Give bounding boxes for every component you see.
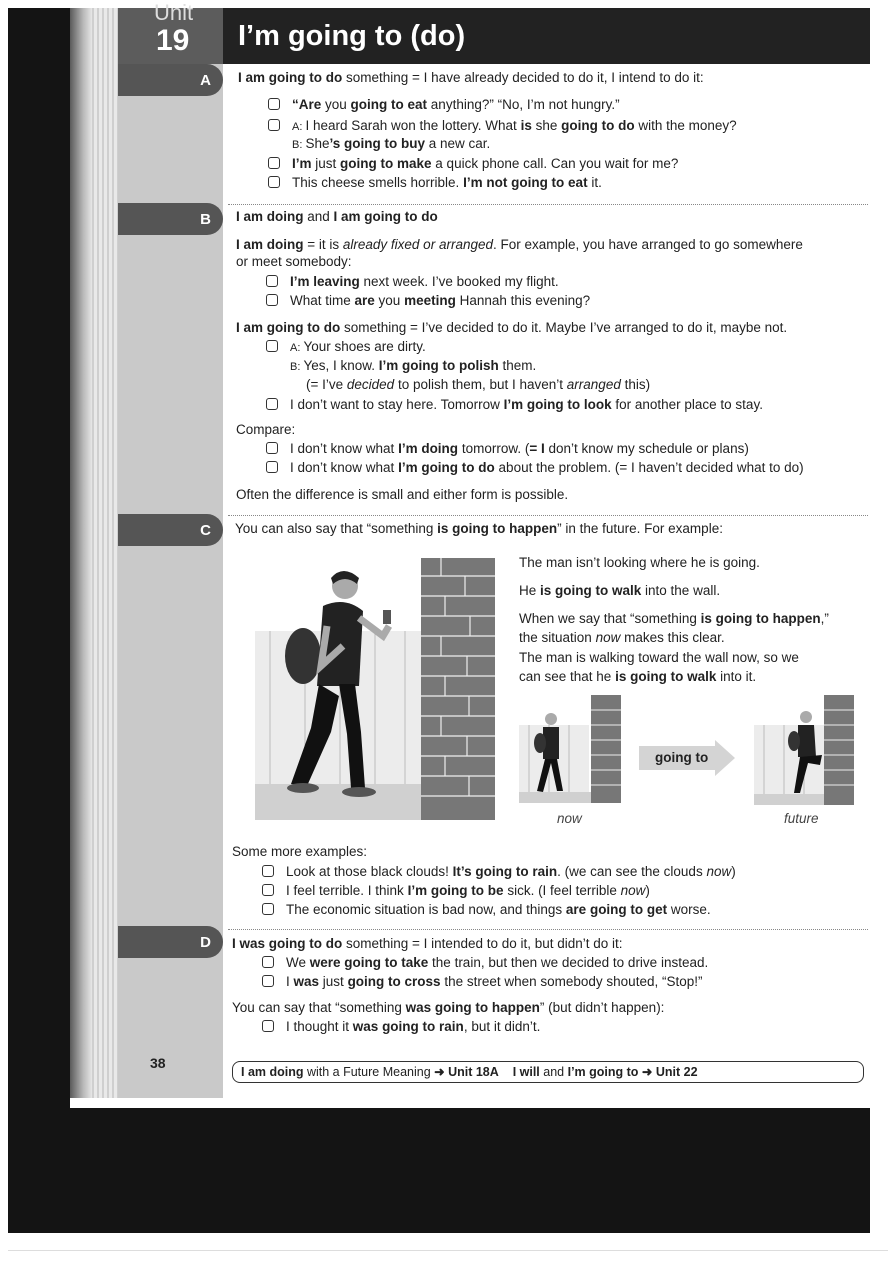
arrow-label: going to	[655, 750, 709, 765]
checkbox-icon	[266, 442, 278, 454]
section-d-intro: I was going to do something = I intended to do it, but didn’t do it:	[232, 936, 623, 951]
section-c-explain-2: He is going to walk into the wall.	[519, 583, 721, 598]
section-tab-a: A	[118, 64, 223, 96]
section-b-compare: Compare:	[236, 422, 296, 437]
section-b-example-3b: B: Yes, I know. I’m going to polish them.	[290, 358, 537, 373]
section-b-para-1: I am doing = it is already fixed or arranged. For example, you have arranged to go somewhere	[236, 237, 803, 252]
section-d-para-2: You can say that “something was going to happen” (but didn’t happen):	[232, 1000, 665, 1015]
section-a-example-3: I’m just going to make a quick phone call. Can you wait for me?	[268, 156, 678, 172]
section-b-compare-2: I don’t know what I’m going to do about the problem. (= I haven’t decided what to do)	[266, 460, 804, 476]
page-edges	[92, 8, 118, 1098]
section-a-example-1: “Are you going to eat anything?” “No, I’m not hungry.”	[268, 97, 620, 113]
checkbox-icon	[262, 884, 274, 896]
checkbox-icon	[266, 461, 278, 473]
section-a-example-2b: B: She’s going to buy a new car.	[292, 136, 491, 151]
checkbox-icon	[266, 340, 278, 352]
section-a-example-2: A: I heard Sarah won the lottery. What is she going to do with the money?	[268, 118, 737, 135]
section-b-heading: I am doing and I am going to do	[236, 209, 438, 224]
section-b-para-2: I am going to do something = I’ve decided to do it. Maybe I’ve arranged to do it, maybe not.	[236, 320, 788, 335]
unit-number: 19	[156, 24, 190, 57]
section-b-compare-1: I don’t know what I’m doing tomorrow. (= I don’t know my schedule or plans)	[266, 441, 749, 457]
unit-word: Unit	[154, 0, 194, 25]
checkbox-icon	[268, 157, 280, 169]
section-tab-b: B	[118, 203, 223, 235]
checkbox-icon	[266, 275, 278, 287]
caption-future: future	[784, 811, 819, 826]
caption-now: now	[557, 811, 582, 826]
page-title: I’m going to (do)	[223, 8, 870, 64]
checkbox-icon	[262, 1020, 274, 1032]
checkbox-icon	[262, 865, 274, 877]
section-d-example-1: We were going to take the train, but then we decided to drive instead.	[262, 955, 708, 971]
section-c-explain-6: can see that he is going to walk into it.	[519, 669, 757, 684]
divider	[228, 204, 868, 206]
cross-reference-box	[232, 1061, 864, 1083]
section-b-example-1: I’m leaving next week. I’ve booked my flight.	[266, 274, 559, 290]
section-c-explain-5: The man is walking toward the wall now, so we	[519, 650, 799, 665]
section-tab-c: C	[118, 514, 223, 546]
checkbox-icon	[262, 975, 274, 987]
section-a-example-4: This cheese smells horrible. I’m not going to eat it.	[268, 175, 602, 191]
divider	[228, 515, 868, 517]
checkbox-icon	[268, 119, 280, 131]
section-b-example-3: A: Your shoes are dirty.	[266, 339, 426, 356]
scan-edge-line	[8, 1250, 888, 1251]
section-b-para-1-cont: or meet somebody:	[236, 254, 352, 269]
section-c-explain-4: the situation now makes this clear.	[519, 630, 725, 645]
section-a-intro: I am going to do something = I have already decided to do it, I intend to do it:	[238, 70, 704, 85]
now-illustration	[519, 695, 621, 803]
checkbox-icon	[266, 294, 278, 306]
section-c-more-2: I feel terrible. I think I’m going to be sick. (I feel terrible now)	[262, 883, 650, 899]
section-d-example-3: I thought it was going to rain, but it didn’t.	[262, 1019, 540, 1035]
divider	[228, 929, 868, 931]
section-b-example-4: I don’t want to stay here. Tomorrow I’m going to look for another place to stay.	[266, 397, 763, 413]
cross-reference-text: I am doing with a Future Meaning ➜ Unit 18A I will and I’m going to ➜ Unit 22	[241, 1065, 698, 1079]
checkbox-icon	[266, 398, 278, 410]
checkbox-icon	[262, 956, 274, 968]
book-spine-shadow	[70, 8, 92, 1098]
checkbox-icon	[268, 176, 280, 188]
section-c-explain-1: The man isn’t looking where he is going.	[519, 555, 760, 570]
page-number: 38	[150, 1055, 166, 1071]
section-b-example-3c: (= I’ve decided to polish them, but I haven’t arranged this)	[306, 377, 651, 392]
future-illustration	[754, 695, 854, 805]
checkbox-icon	[268, 98, 280, 110]
section-d-example-2: I was just going to cross the street when somebody shouted, “Stop!”	[262, 974, 702, 990]
checkbox-icon	[262, 903, 274, 915]
section-c-more-heading: Some more examples:	[232, 844, 368, 859]
section-c-more-3: The economic situation is bad now, and things are going to get worse.	[262, 902, 711, 918]
section-c-intro: You can also say that “something is going to happen” in the future. For example:	[235, 521, 723, 536]
section-tab-d: D	[118, 926, 223, 958]
man-walking-illustration	[255, 556, 495, 821]
section-c-explain-3: When we say that “something is going to happen,”	[519, 611, 829, 626]
section-c-more-1: Look at those black clouds! It’s going to rain. (we can see the clouds now)	[262, 864, 736, 880]
section-b-example-2: What time are you meeting Hannah this evening?	[266, 293, 590, 309]
section-b-often: Often the difference is small and either form is possible.	[236, 487, 569, 502]
scan-margin	[0, 1233, 893, 1264]
unit-badge	[118, 0, 223, 64]
